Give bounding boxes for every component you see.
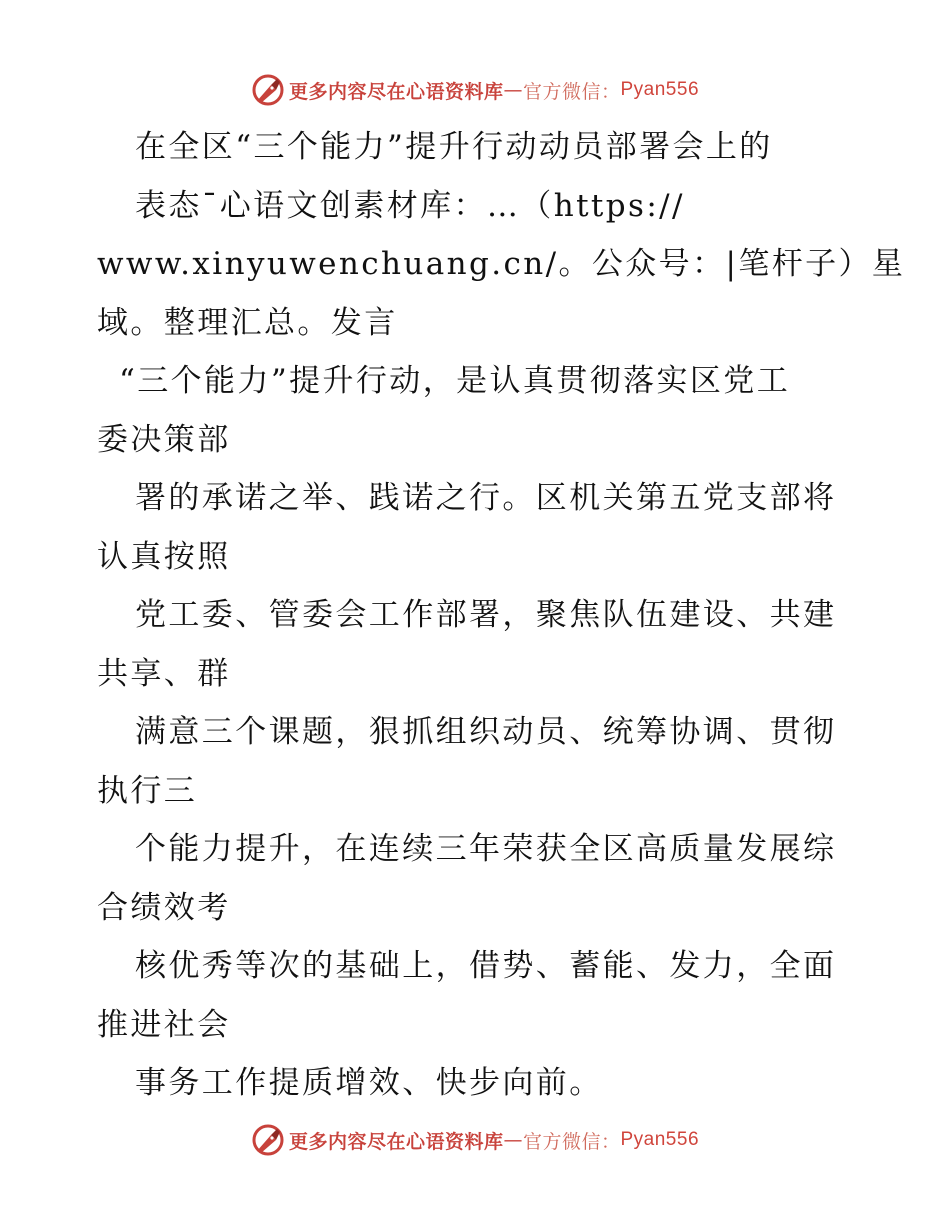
text-line: 合绩效考 xyxy=(97,889,231,926)
text-line: 个能力提升，在连续三年荣获全区高质量发展综 xyxy=(135,831,837,867)
text-line: 在全区“三个能力”提升行动动员部署会上的 xyxy=(135,129,773,165)
watermark-dash: — xyxy=(503,79,523,101)
text-line: 党工委、管委会工作部署，聚焦队伍建设、共建 xyxy=(135,597,837,633)
text-line: 表态¯心语文创素材库：…（https:// xyxy=(135,187,685,224)
watermark-wechat-id: Pyan556 xyxy=(620,79,700,100)
text-line: 执行三 xyxy=(97,772,198,809)
watermark-brand-text: 更多内容尽在心语资料库 xyxy=(288,1130,504,1153)
watermark-brand-text: 更多内容尽在心语资料库 xyxy=(288,80,504,103)
text-line: “三个能力”提升行动，是认真贯彻落实区党工 xyxy=(119,363,791,399)
watermark-official-label: 官方微信： xyxy=(522,1130,621,1153)
pen-nib-icon xyxy=(251,1123,285,1157)
header-watermark-banner xyxy=(0,70,950,110)
text-line: 共享、群 xyxy=(97,655,231,692)
text-line: 认真按照 xyxy=(97,538,231,575)
text-line: 推进社会 xyxy=(97,1006,231,1043)
text-line: 域。整理汇总。发言 xyxy=(97,304,398,341)
text-line: www.xinyuwenchuang.cn/。公众号：|笔杆子）星 xyxy=(97,246,906,282)
watermark-official-label: 官方微信： xyxy=(522,80,621,103)
text-line: 署的承诺之举、践诺之行。区机关第五党支部将 xyxy=(135,480,837,516)
text-line: 满意三个课题，狠抓组织动员、统筹协调、贯彻 xyxy=(135,714,837,750)
footer-watermark-banner xyxy=(0,1120,950,1160)
text-line: 委决策部 xyxy=(97,421,231,458)
text-line: 核优秀等次的基础上，借势、蓄能、发力，全面 xyxy=(135,948,837,984)
pen-nib-icon xyxy=(251,73,285,107)
watermark-wechat-id: Pyan556 xyxy=(620,1129,700,1150)
watermark-dash: — xyxy=(503,1129,523,1151)
text-line: 事务工作提质增效、快步向前。 xyxy=(135,1065,603,1101)
document-body xyxy=(97,118,906,1113)
